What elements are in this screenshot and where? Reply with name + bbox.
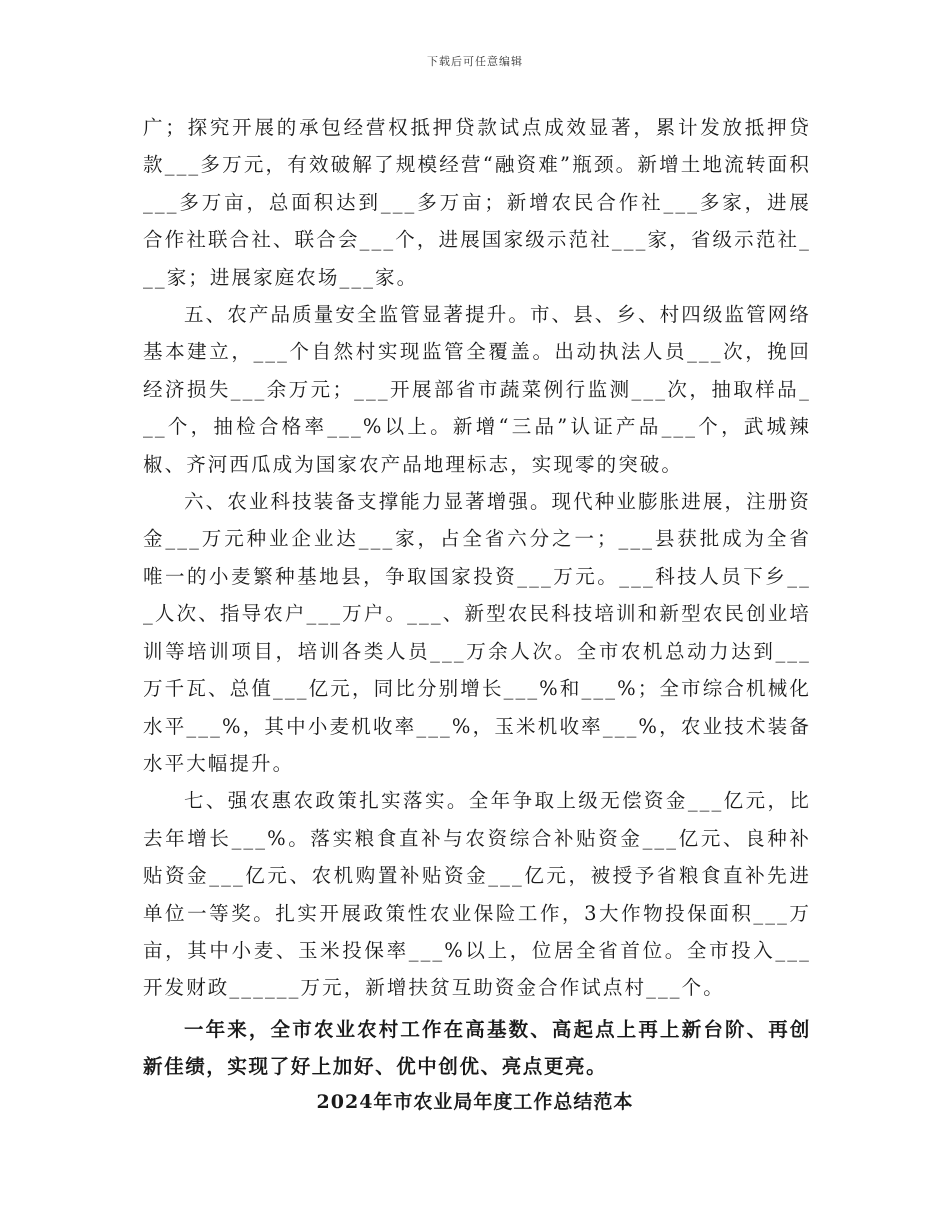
paragraph-summary: 一年来，全市农业农村工作在高基数、高起点上再上新台阶、再创新佳绩，实现了好上加好、优中创优、亮点更亮。: [143, 1017, 811, 1079]
page-header-note: 下载后可任意编辑: [427, 55, 523, 68]
paragraph-section-six: 六、农业科技装备支撑能力显著增强。现代种业膨胀进展，注册资金___万元种业企业达___家，占全省六分之一；___县获批成为全省唯一的小麦繁种基地县，争取国家投资___万元。___科技人员下乡___人次、指导农户___万户。___、新型农民科技培训和新型农民创业培训等培训项目，培训各类人员___万余人次。全市农机总动力达到___万千瓦、总值___亿元，同比分别增长___%和___%；全市综合机械化水平___%，其中小麦机收率___%，玉米机收率___%，农业技术装备水平大幅提升。: [143, 490, 811, 775]
paragraph-section-seven: 七、强农惠农政策扎实落实。全年争取上级无偿资金___亿元，比去年增长___%。落实粮食直补与农资综合补贴资金___亿元、良种补贴资金___亿元、农机购置补贴资金___亿元，被授予省粮食直补先进单位一等奖。扎实开展政策性农业保险工作，3大作物投保面积___万亩，其中小麦、玉米投保率___%以上，位居全省首位。全市投入___开发财政______万元，新增扶贫互助资金合作试点村___个。: [143, 789, 811, 1000]
paragraph-continuation: 广；探究开展的承包经营权抵押贷款试点成效显著，累计发放抵押贷款___多万元，有效破解了规模经营“融资难”瓶颈。新增土地流转面积___多万亩，总面积达到___多万亩；新增农民合作社___多家，进展合作社联合社、联合会___个，进展国家级示范社___家，省级示范社___家；进展家庭农场___家。: [143, 116, 811, 289]
paragraph-section-five: 五、农产品质量安全监管显著提升。市、县、乡、村四级监管网络基本建立，___个自然村实现监管全覆盖。出动执法人员___次，挽回经济损失___余万元；___开展部省市蔬菜例行监测___次，抽取样品___个，抽检合格率___%以上。新增“三品”认证产品___个，武城辣椒、齐河西瓜成为国家农产品地理标志，实现零的突破。: [143, 303, 811, 476]
document-body: [143, 109, 811, 1086]
document-title: 2024年市农业局年度工作总结范本: [316, 1091, 634, 1113]
